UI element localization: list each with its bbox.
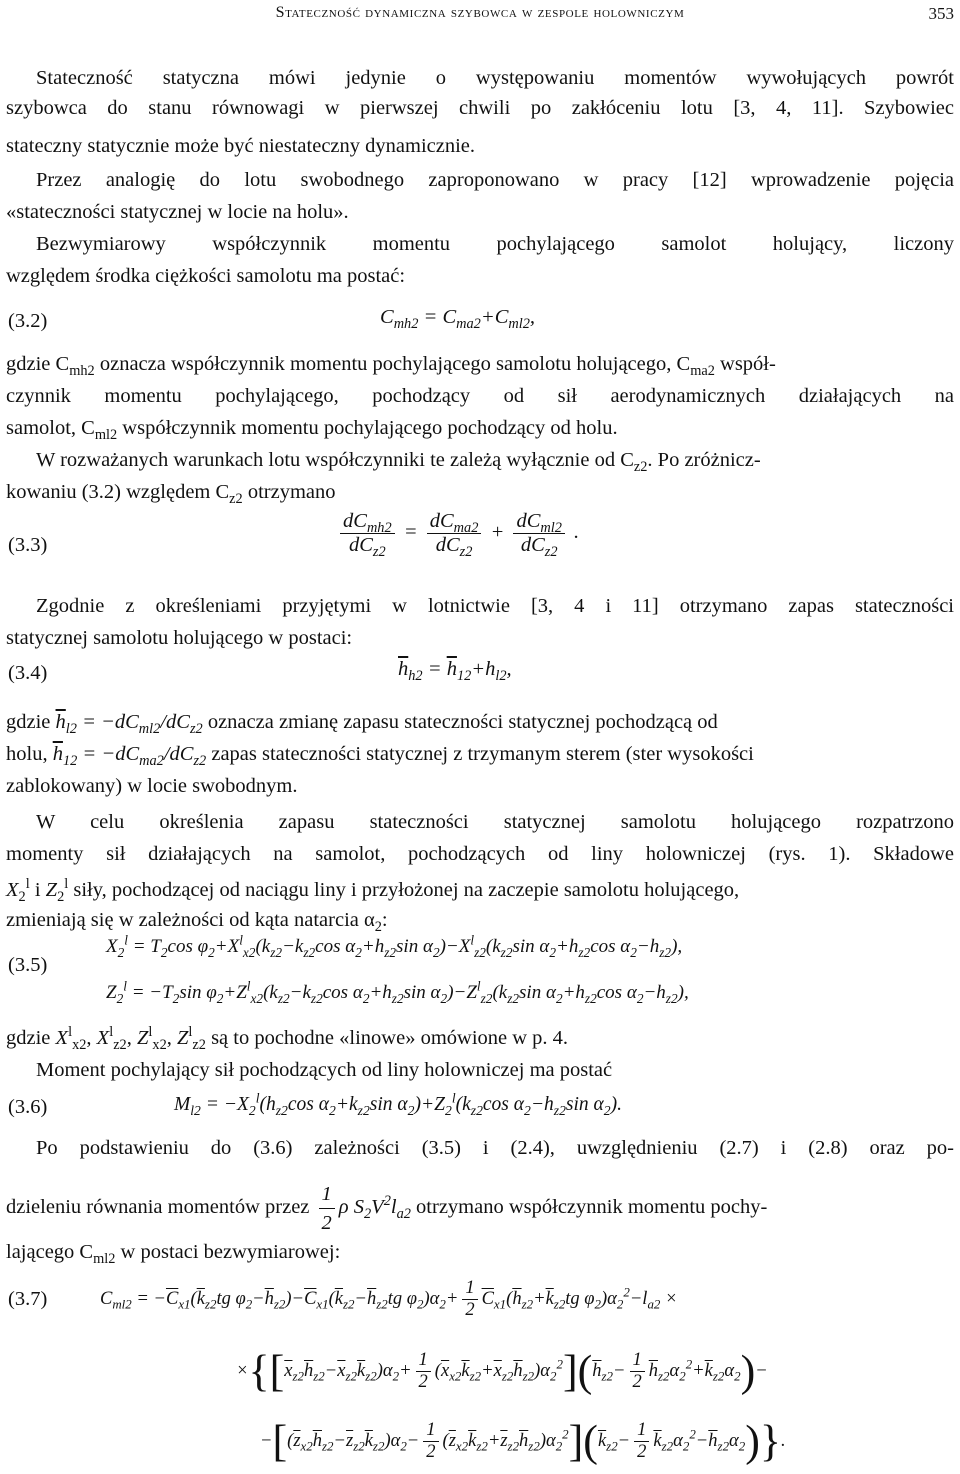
equation-number: (3.5) (8, 954, 48, 976)
text-line: W celu określenia zapasu stateczności statycznej samolotu holującego rozpatrzono (36, 811, 954, 833)
text-line: Bezwymiarowy współczynnik momentu pochylającego samolot holujący, liczony (36, 233, 954, 255)
text-line: W rozważanych warunkach lotu współczynniki te zależą wyłącznie od $C_{z2}$. Po zróżnicz- (36, 449, 761, 476)
text-line: zmieniają się w zależności od kąta natarcia $\alpha_2$: (6, 909, 388, 936)
equation-3-5b: $Z_2^l = -T_2\sin$ $\varphi_2+Z^l_{x2}(k_{z2}-k_{z2}\cos$ $\alpha_2+h_{z2}\sin$ $\alpha_2)-Z^l_{z2}(k_{z2}\sin$ $\alpha_2+h_{z2}\cos$ $\alpha_2-h_{z2}$), (106, 978, 689, 1006)
text-line: czynnik momentu pochylającego, pochodzący od sił aerodynamicznych działających na (6, 385, 954, 407)
text-line: dzieleniu równania momentów przez $\frac{1}{2}$ ρ $S_2V^2l_{a2}$ otrzymano współczynnik momentu pochy- (6, 1180, 954, 1237)
text-line: lającego $C_{ml2}$ w postaci bezwymiarowej: (6, 1241, 341, 1268)
running-header: Stateczność dynamiczna szybowca w zespole holowniczym (275, 4, 685, 21)
text-line: gdzie $C_{mh2}$ oznacza współczynnik momentu pochylającego samolotu holującego, $C_{ma2}$ współ- (6, 353, 776, 380)
equation-3-2: $C_{mh2} = C_{ma2}+C_{ml2}$, (380, 306, 536, 333)
text-line: Moment pochylający sił pochodzących od liny holowniczej ma postać (36, 1059, 613, 1081)
equation-number: (3.2) (8, 310, 48, 332)
page-number: 353 (928, 4, 954, 23)
text-line: Zgodnie z określeniami przyjętymi w lotnictwie [3, 4 i 11] otrzymano zapas stateczności (36, 595, 954, 617)
text-line: kowaniu (3.2) względem $C_{z2}$ otrzymano (6, 481, 336, 508)
equation-3-6: $M_{l2} = -X_2^l(h_{z2}\cos$ $\alpha_2+k_{z2}\sin$ $\alpha_2)+Z_2^l(k_{z2}\cos$ $\alpha_2-h_{z2}\sin$ $\alpha_2$). (174, 1090, 622, 1118)
text-line: Stateczność statyczna mówi jedynie o występowaniu momentów wywołujących powrót (36, 67, 954, 89)
text-line: zablokowany) w locie swobodnym. (6, 775, 298, 797)
text-line: gdzie $\overline{h}_{l2} = -dC_{ml2}/dC_{z2}$ oznacza zmianę zapasu stateczności statycznej pochodzącą od (6, 711, 718, 738)
text-line: gdzie $X^l_{x2}$, $X^l_{z2}$, $Z^l_{x2}$, $Z^l_{z2}$ są to pochodne «linowe» omówione w p. 4. (6, 1024, 569, 1054)
text-line: samolot, $C_{ml2}$ współczynnik momentu pochylającego pochodzący od holu. (6, 417, 618, 444)
equation-3-4: $\overline{h}_{h2} = \overline{h}_{12}+h_{l2}$, (398, 658, 512, 685)
equation-number: (3.7) (8, 1288, 48, 1310)
text-line: szybowca do stanu równowagi w pierwszej chwili po zakłóceniu lotu [3, 4, 11]. Szybowiec (6, 97, 954, 119)
text-line: stateczny statycznie może być niestateczny dynamicznie. (6, 135, 476, 157)
text-line: Przez analogię do lotu swobodnego zaproponowano w pracy [12] wprowadzenie pojęcia (36, 169, 954, 191)
equation-3-7a: $C_{ml2} = -\overline{C}_{x1}(\overline{k}_{z2}tg$ $\varphi_2-\overline{h}_{z2})-\overline{C}_{x1}(\overline{k}_{z2}-\overline{h}_{z2}tg$ $\varphi_2)\alpha_2+$ $\frac{1}{2}$ $\overline{C}_{x1}(\overline{h}_{z2}+\overline{k}_{z2}tg$ $\varphi_2)\alpha_2^2-l_{a2}$ × (100, 1278, 678, 1320)
equation-number: (3.6) (8, 1096, 48, 1118)
equation-3-7c: $-[(\overline{z}_{x2}\overline{h}_{z2}-\overline{z}_{z2}\overline{k}_{z2})\alpha_2-$ $\frac{1}{2}$ $(\overline{z}_{x2}\overline{k}_{z2}+\overline{z}_{z2}\overline{h}_{z2})\alpha_2^2](\overline{k}_{z2}-$ $\frac{1}{2}$ $\overline{k}_{z2}\alpha_2^2-\overline{h}_{z2}\alpha_2$)}. (260, 1416, 786, 1466)
text-line: statycznej samolotu holującego w postaci: (6, 627, 353, 649)
text-line: $X_2^l$ i $Z_2^l$ siły, pochodzącej od naciągu liny i przyłożonej na zaczepie samolotu holującego, (6, 876, 740, 906)
equation-number: (3.3) (8, 534, 48, 556)
text-line: «stateczności statycznej w locie na holu». (6, 201, 349, 223)
text-line: momenty sił działających na samolot, pochodzących od liny holowniczej (rys. 1). Składowe (6, 843, 954, 865)
equation-3-7b: $\times\{[\overline{x}_{z2}\overline{h}_{z2}-\overline{x}_{z2}\overline{k}_{z2})\alpha_2+$ $\frac{1}{2}$ $(\overline{x}_{x2}\overline{k}_{z2}+\overline{x}_{z2}\overline{h}_{z2})\alpha_2^2](\overline{h}_{z2}-$ $\frac{1}{2}$ $\overline{h}_{z2}\alpha_2^2+\overline{k}_{z2}\alpha_2)-$ (236, 1346, 768, 1396)
text-line: Po podstawieniu do (3.6) zależności (3.5) i (2.4), uwzględnieniu (2.7) i (2.8) oraz po- (36, 1137, 954, 1159)
text-line: względem środka ciężkości samolotu ma postać: (6, 265, 406, 287)
text-line: holu, $\overline{h}_{12} = -dC_{ma2}/dC_{z2}$ zapas stateczności statycznej z trzymanym sterem (ster wysokości (6, 743, 754, 770)
equation-3-3: $\frac{dC_{mh2}}{dC_{z2}}$ = $\frac{dC_{ma2}}{dC_{z2}}$ + $\frac{dC_{ml2}}{dC_{z2}}$ . (336, 510, 579, 557)
equation-number: (3.4) (8, 662, 48, 684)
equation-3-5a: $X_2^l = T_2\cos$ $\varphi_2+X^l_{x2}(k_{z2}-k_{z2}\cos$ $\alpha_2+h_{z2}\sin$ $\alpha_2)-X^l_{z2}(k_{z2}\sin$ $\alpha_2+h_{z2}\cos$ $\alpha_2-h_{z2}$), (106, 932, 683, 960)
